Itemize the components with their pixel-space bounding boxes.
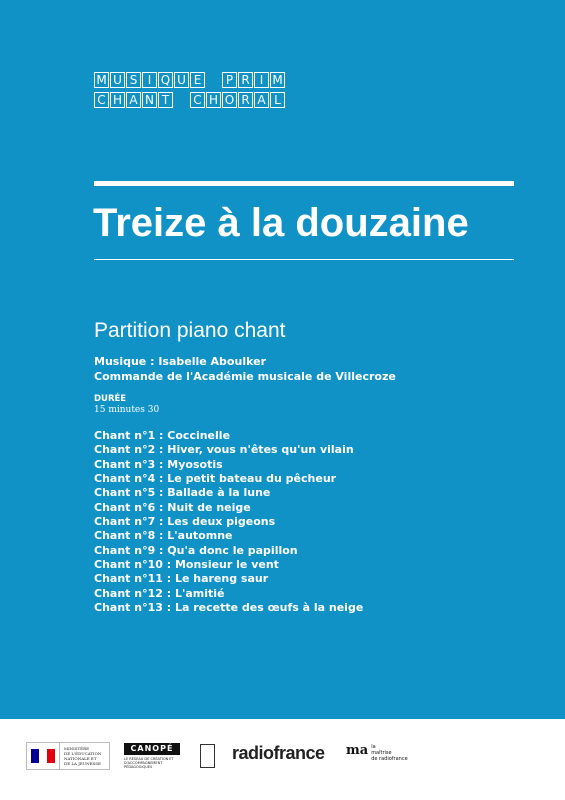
list-item: Chant n°2 : Hiver, vous n'êtes qu'un vilain <box>94 443 354 457</box>
logo-letter: I <box>254 72 269 88</box>
logo-row-1 <box>94 72 286 90</box>
music-credit: Musique : Isabelle Aboulker <box>94 355 266 368</box>
list-item: Chant n°8 : L'automne <box>94 529 233 543</box>
logo-letter: M <box>270 72 285 88</box>
title-rule-bottom <box>94 259 514 260</box>
list-item: Chant n°5 : Ballade à la lune <box>94 486 271 500</box>
logo-letter: I <box>142 72 157 88</box>
maitrise-text: la maîtrise de radiofrance <box>371 744 408 762</box>
logo-letter: N <box>142 92 157 108</box>
list-item: Chant n°6 : Nuit de neige <box>94 500 251 514</box>
list-item: Chant n°1 : Coccinelle <box>94 429 231 442</box>
duration-label: DURÉE <box>94 394 127 404</box>
list-item: Chant n°3 : Myosotis <box>94 457 223 471</box>
logo-letter: C <box>94 92 109 108</box>
marianne-icon <box>27 743 59 769</box>
logo-letter: C <box>190 92 205 108</box>
logo-letter: S <box>126 72 141 88</box>
credits <box>94 354 396 384</box>
list-item: Chant n°9 : Qu'a donc le papillon <box>94 543 298 557</box>
radiofrance-logo: radiofrance <box>232 743 325 763</box>
logo-letter: A <box>254 92 269 108</box>
logo-letter: R <box>238 72 253 88</box>
logo-letter: M <box>94 72 109 88</box>
logo-letter <box>174 92 189 108</box>
logo-row-2 <box>94 92 286 110</box>
logo-letter: U <box>110 72 125 88</box>
logo-letter: R <box>238 92 253 108</box>
page-title: Treize à la douzaine <box>93 201 469 245</box>
list-item: Chant n°10 : Monsieur le vent <box>94 558 279 572</box>
logo-letter: Q <box>158 72 173 88</box>
logo-letter: T <box>158 92 173 108</box>
subtitle: Partition piano chant <box>94 319 286 342</box>
title-rule-top <box>94 181 514 186</box>
list-item: Chant n°12 : L'amitié <box>94 586 225 600</box>
list-item: Chant n°4 : Le petit bateau du pêcheur <box>94 472 337 486</box>
commission-credit: Commande de l'Académie musicale de Villecroze <box>94 370 396 383</box>
song-list <box>94 429 363 615</box>
ministere-text: MINISTÈRE DE L'ÉDUCATION NATIONALE ET DE LA JEUNESSE <box>59 743 101 769</box>
logo-letter <box>206 72 221 88</box>
maitrise-logo <box>346 744 408 762</box>
canope-tagline: LE RÉSEAU DE CRÉATION ET D'ACCOMPAGNEMENT PÉDAGOGIQUES <box>124 757 174 769</box>
list-item: Chant n°13 : La recette des œufs à la neige <box>94 601 364 615</box>
logo-letter: O <box>222 92 237 108</box>
duration-value: 15 minutes 30 <box>94 405 160 415</box>
logo-letter: L <box>270 92 285 108</box>
logo-letter: H <box>206 92 221 108</box>
logo-letter: A <box>126 92 141 108</box>
list-item: Chant n°11 : Le hareng saur <box>94 572 269 586</box>
list-item: Chant n°7 : Les deux pigeons <box>94 515 276 529</box>
logo-letter: P <box>222 72 237 88</box>
maitrise-mark: ma <box>346 743 369 758</box>
logo-letter: E <box>190 72 205 88</box>
canope-wordmark: CANOPÉ <box>124 743 180 755</box>
musique-prim-logo <box>94 72 286 112</box>
logo-letter: H <box>110 92 125 108</box>
canope-logo <box>124 743 180 769</box>
ministere-logo <box>26 742 110 770</box>
foundation-logo-icon <box>200 744 215 768</box>
logo-letter: U <box>174 72 189 88</box>
